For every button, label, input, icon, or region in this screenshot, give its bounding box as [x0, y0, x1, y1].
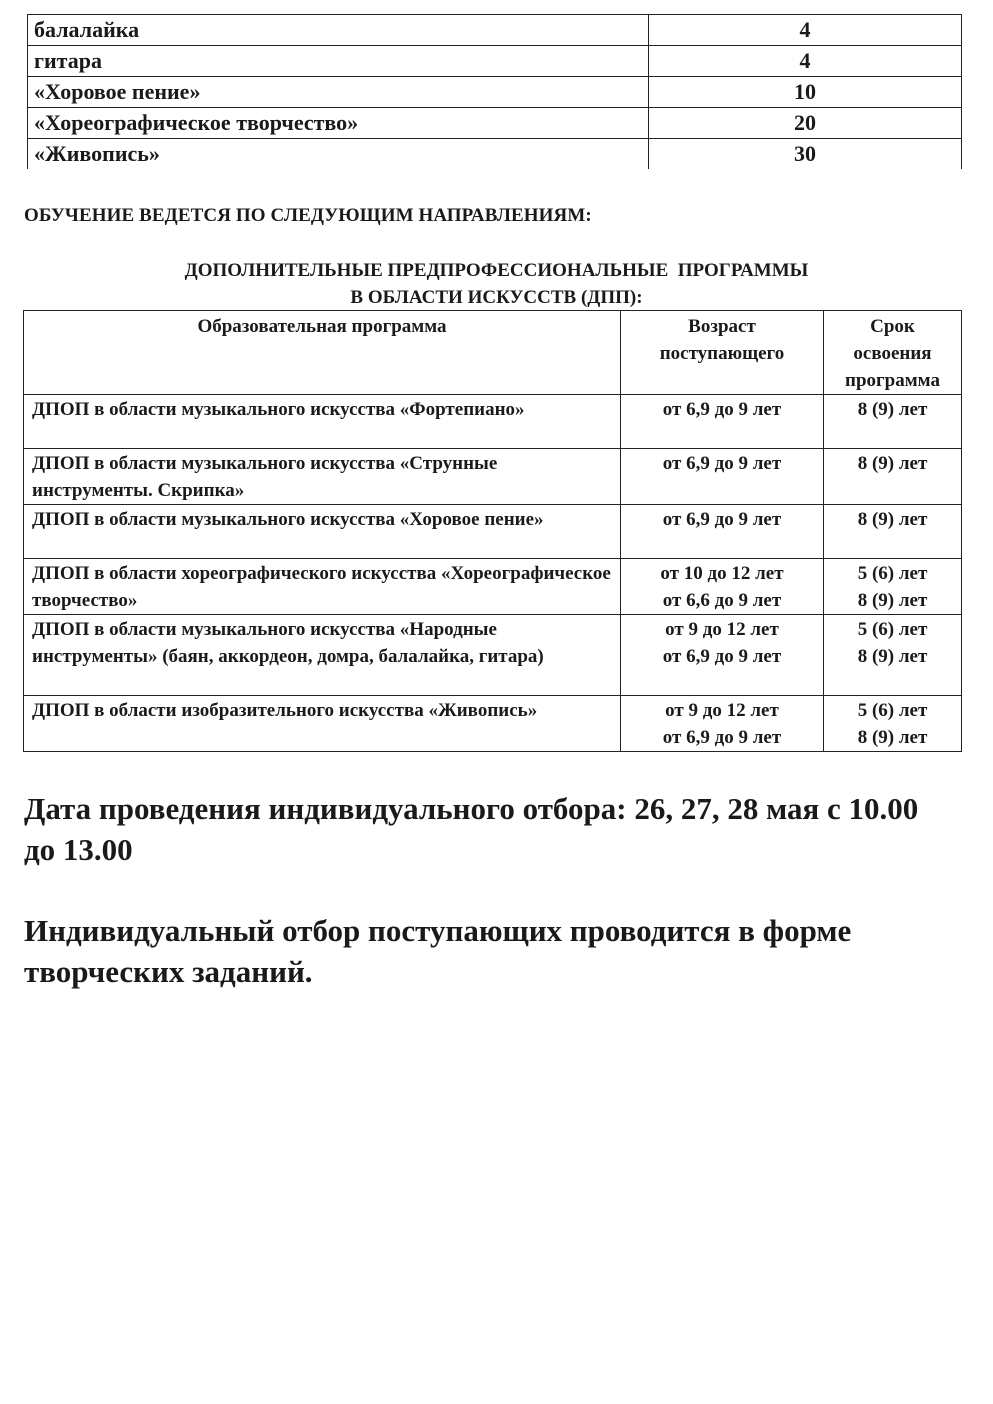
term-value: 8 (9) лет — [857, 646, 928, 667]
section-heading: ОБУЧЕНИЕ ВЕДЕТСЯ ПО СЛЕДУЮЩИМ НАПРАВЛЕНИЯМ: — [24, 205, 592, 226]
age-value: от 6,9 до 9 лет — [662, 509, 782, 530]
program-age — [620, 395, 823, 449]
table-row — [24, 449, 962, 505]
header-term-line2: освоения — [853, 343, 932, 364]
programs-table — [23, 310, 962, 752]
header-term-line3: программа — [845, 370, 940, 391]
program-age — [620, 559, 823, 615]
program-term — [824, 696, 962, 752]
age-value: от 6,9 до 9 лет — [662, 399, 782, 420]
program-age — [620, 615, 823, 696]
program-term — [824, 615, 962, 696]
program-term — [824, 449, 962, 505]
instrument-name: «Хоровое пение» — [28, 77, 649, 108]
program-name: ДПОП в области музыкального искусства «Народные инструменты» (баян, аккордеон, домра, балалайка, гитара) — [24, 615, 621, 696]
header-age-line1: Возраст — [688, 316, 756, 337]
term-value: 5 (6) лет — [857, 563, 928, 584]
program-name: ДПОП в области хореографического искусства «Хореографическое творчество» — [24, 559, 621, 615]
table-row — [24, 395, 962, 449]
selection-form-paragraph: Индивидуальный отбор поступающих проводится в форме творческих заданий. — [24, 913, 852, 989]
program-age — [620, 505, 823, 559]
header-term-line1: Срок — [870, 316, 915, 337]
instrument-name: «Хореографическое творчество» — [28, 108, 649, 139]
program-name: ДПОП в области изобразительного искусства «Живопись» — [24, 696, 621, 752]
term-value: 8 (9) лет — [857, 509, 928, 530]
table-row — [28, 108, 962, 139]
instrument-name: гитара — [28, 46, 649, 77]
program-name: ДПОП в области музыкального искусства «Хоровое пение» — [24, 505, 621, 559]
selection-date-paragraph: Дата проведения индивидуального отбора: 26, 27, 28 мая с 10.00 до 13.00 — [24, 791, 919, 867]
places-count: 20 — [649, 108, 962, 139]
program-age — [620, 449, 823, 505]
table-row — [24, 559, 962, 615]
program-age — [620, 696, 823, 752]
instrument-name: балалайка — [28, 15, 649, 46]
program-name: ДПОП в области музыкального искусства «Струнные инструменты. Скрипка» — [24, 449, 621, 505]
header-term — [824, 311, 962, 395]
table-row — [24, 696, 962, 752]
program-term — [824, 395, 962, 449]
age-value: от 6,9 до 9 лет — [662, 453, 782, 474]
term-value: 8 (9) лет — [857, 727, 928, 748]
age-value: от 6,9 до 9 лет — [662, 727, 782, 748]
programs-title-line1: ДОПОЛНИТЕЛЬНЫЕ ПРЕДПРОФЕССИОНАЛЬНЫЕ ПРОГРАММЫ — [184, 260, 809, 281]
table-row — [28, 77, 962, 108]
header-age — [620, 311, 823, 395]
table-row — [28, 15, 962, 46]
program-term — [824, 559, 962, 615]
programs-title-line2: В ОБЛАСТИ ИСКУССТВ (ДПП): — [350, 287, 643, 308]
header-program — [24, 311, 621, 395]
places-count: 30 — [649, 139, 962, 170]
age-value: от 10 до 12 лет — [660, 563, 784, 584]
places-count: 10 — [649, 77, 962, 108]
table-row — [24, 505, 962, 559]
term-value: 8 (9) лет — [857, 399, 928, 420]
places-count: 4 — [649, 15, 962, 46]
age-value: от 9 до 12 лет — [665, 700, 779, 721]
table-row — [28, 139, 962, 170]
term-value: 5 (6) лет — [857, 700, 928, 721]
table-row — [24, 615, 962, 696]
term-value: 8 (9) лет — [857, 590, 928, 611]
header-age-line2: поступающего — [659, 343, 785, 364]
age-value: от 6,9 до 9 лет — [662, 646, 782, 667]
term-value: 5 (6) лет — [857, 619, 928, 640]
age-value: от 6,6 до 9 лет — [662, 590, 782, 611]
instrument-places-table — [27, 14, 962, 169]
age-value: от 9 до 12 лет — [665, 619, 779, 640]
term-value: 8 (9) лет — [857, 453, 928, 474]
table-header-row — [24, 311, 962, 395]
program-term — [824, 505, 962, 559]
places-count: 4 — [649, 46, 962, 77]
program-name: ДПОП в области музыкального искусства «Фортепиано» — [24, 395, 621, 449]
table-row — [28, 46, 962, 77]
instrument-name: «Живопись» — [28, 139, 649, 170]
header-program-label: Образовательная программа — [197, 316, 447, 337]
